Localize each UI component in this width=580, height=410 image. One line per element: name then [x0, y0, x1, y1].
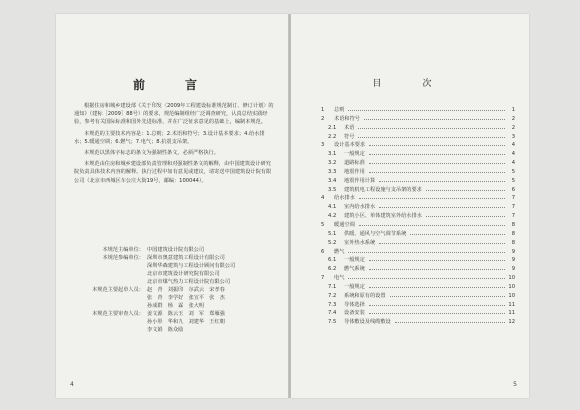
toc-entry-title: 设计基本要求 — [334, 142, 366, 149]
org-value — [147, 246, 279, 254]
org-value-line: 深圳华森建筑与工程设计顾问有限公司 — [147, 263, 236, 269]
org-label: 本规范主要起草人员： — [92, 287, 144, 293]
toc-entry-page: 10 — [508, 292, 515, 299]
org-label: 本规范主要审查人员： — [92, 311, 144, 317]
toc-entry-page: 9 — [511, 257, 515, 264]
org-value — [147, 254, 279, 286]
toc-leader-dots — [369, 145, 505, 146]
toc-entry-page: 7 — [511, 204, 515, 211]
toc-entry-page: 10 — [508, 275, 515, 282]
org-value-line: 姜文源 陈云玉 刘 军 郑雁强 — [147, 311, 225, 317]
toc-entry — [321, 194, 515, 203]
org-value — [147, 310, 279, 334]
toc-leader-dots — [395, 322, 505, 323]
toc-entry — [321, 221, 515, 230]
toc-entry-number: 7.4 — [328, 310, 337, 317]
toc-leader-dots — [426, 190, 505, 191]
org-value-line: 李文娟 陈众励 — [147, 327, 184, 333]
toc-entry-number: 7.1 — [328, 283, 337, 290]
toc-entry — [321, 124, 515, 133]
toc-entry-title: 术语 — [344, 124, 355, 131]
toc-entry — [321, 248, 515, 257]
org-value-line: 深圳市奥意建筑工程设计有限公司 — [147, 255, 225, 261]
toc-entry-title: 燃气系统 — [344, 266, 365, 273]
toc-entry-number: 2 — [321, 115, 325, 122]
toc-entry-page: 10 — [508, 283, 515, 290]
org-value-line: 中国建筑设计院有限公司 — [147, 247, 205, 253]
toc-entry-number: 7.5 — [328, 319, 337, 326]
toc-page — [291, 14, 529, 398]
toc-entry-title: 导体选择 — [344, 301, 365, 308]
toc-leader-dots — [379, 207, 505, 208]
toc-entry-number: 7.2 — [328, 292, 337, 299]
toc-entry-page: 7 — [511, 195, 515, 202]
toc-entry-number: 3.4 — [328, 177, 337, 184]
toc-entry-title: 地震作用 — [344, 168, 365, 175]
toc-entry — [321, 106, 515, 115]
toc-leader-dots — [390, 296, 505, 297]
toc-entry-title: 道路标准 — [344, 160, 365, 167]
org-label: 本规范参编单位： — [102, 255, 144, 261]
toc-leader-dots — [364, 119, 505, 120]
toc-leader-dots — [369, 269, 505, 270]
toc-entry-page: 11 — [508, 310, 515, 317]
toc-entry-number: 3.2 — [328, 160, 337, 167]
toc-entry-number: 6 — [321, 248, 325, 255]
org-row-drafters — [74, 286, 279, 310]
preface-paragraph: 本规范以黑体字标志的条文为强制性条文，必须严格执行。 — [84, 150, 219, 157]
page-number-left: 4 — [70, 381, 74, 388]
toc-leader-dots — [369, 287, 505, 288]
toc-entry — [321, 265, 515, 274]
toc-entry-title: 暖通空调 — [334, 221, 355, 228]
toc-entry-title: 地震作用计算 — [344, 177, 376, 184]
toc-entry-number: 5.2 — [328, 239, 337, 246]
toc-entry — [321, 318, 515, 327]
toc-leader-dots — [348, 252, 505, 253]
toc-entry-title: 总则 — [334, 107, 345, 113]
toc-leader-dots — [369, 313, 505, 314]
toc-entry-page: 4 — [511, 142, 515, 149]
toc-entry — [321, 177, 515, 186]
toc-entry — [321, 150, 515, 159]
toc-entry — [321, 256, 515, 265]
toc-entry-page: 4 — [511, 160, 515, 167]
organizations-list — [74, 246, 279, 334]
toc-entry — [321, 212, 515, 221]
toc-entry-number: 4.2 — [328, 213, 337, 220]
toc-entry-page: 9 — [511, 266, 515, 273]
toc-entry — [321, 239, 515, 248]
toc-entry-number: 1 — [321, 107, 325, 113]
toc-leader-dots — [359, 198, 505, 199]
toc-entry-title: 一般规定 — [344, 257, 365, 264]
toc-entry-number: 7.3 — [328, 301, 337, 308]
toc-leader-dots — [369, 163, 505, 164]
org-value-line: 孙小彤 华和九 刘建华 王红朝 — [147, 319, 225, 325]
toc-entry-title: 建筑小区、单体建筑室外给水排水 — [344, 213, 422, 220]
preface-title: 前 言 — [132, 78, 211, 92]
toc-entry-page: 4 — [511, 151, 515, 158]
toc-entry — [321, 115, 515, 124]
toc-entry — [321, 159, 515, 168]
toc-entry-title: 电气 — [334, 275, 345, 282]
preface-body — [74, 102, 274, 188]
toc-entry-page: 1 — [511, 107, 515, 113]
toc-leader-dots — [426, 216, 505, 217]
toc-entry — [321, 168, 515, 177]
toc-entry-number: 3.3 — [328, 168, 337, 175]
toc-entry — [321, 133, 515, 142]
org-value-line: 北京市煤气热力工程设计院有限公司 — [147, 279, 231, 285]
toc-entry-number: 7 — [321, 275, 325, 282]
toc-leader-dots — [358, 137, 505, 138]
toc-entry-title: 导体敷设及线缆敷设 — [344, 319, 391, 326]
toc-entry-number: 2.2 — [328, 133, 337, 140]
toc-leader-dots — [358, 128, 505, 129]
preface-paragraph: 本规范的主要技术内容是：1.总则；2.术语和符号；3.设计基本要求；4.给水排水；5.暖通空调；6.燃气；7.电气；8.抗震支吊架。 — [74, 130, 265, 145]
toc-entry-page: 6 — [511, 186, 515, 193]
toc-entry-number: 4 — [321, 195, 325, 202]
toc-entry-title: 一般规定 — [344, 283, 365, 290]
org-value-line: 赵 青 刘振印 尔武云 宋孝春 — [147, 287, 225, 293]
toc-entry — [321, 301, 515, 310]
preface-paragraph: 本规范由住房和城乡建设部负责管理和对强制性条文的解释，由中国建筑设计研究院负责具体技术内容的解释。执行过程中如有意见或建议，请寄送中国建筑设计院有限公司（北京市西城区车公庄大街19号，邮编：100044）。 — [74, 161, 272, 184]
toc-entry — [321, 203, 515, 212]
toc-entry — [321, 230, 515, 239]
org-row-chief-editor — [74, 246, 279, 254]
org-value — [147, 286, 279, 310]
preface-page — [56, 14, 288, 398]
toc-entry-number: 3 — [321, 142, 325, 149]
toc-entry-title: 一般规定 — [344, 151, 365, 158]
toc-entry-page: 3 — [511, 133, 515, 140]
toc-entry-number: 4.1 — [328, 204, 337, 211]
toc-entry-page: 11 — [508, 301, 515, 308]
toc-entry — [321, 309, 515, 318]
toc-leader-dots — [410, 234, 505, 235]
toc-leader-dots — [369, 305, 505, 306]
toc-entry-page: 2 — [511, 115, 515, 122]
toc-leader-dots — [348, 278, 505, 279]
toc-entry-title: 给水排水 — [334, 195, 355, 202]
toc-title: 目 次 — [372, 79, 448, 89]
toc-entry-title: 设备安装 — [344, 310, 365, 317]
org-label: 本规范主编单位： — [102, 247, 144, 253]
toc-entry-page: 2 — [511, 124, 515, 131]
org-value-line: 张 青 李学好 张宣平 张 杰 — [147, 295, 225, 301]
toc-leader-dots — [369, 154, 505, 155]
toc-entry-title: 术语和符号 — [334, 115, 360, 122]
toc-leader-dots — [348, 110, 505, 111]
toc-entry — [321, 186, 515, 195]
toc-entry-title: 供暖、通风与空气调节系统 — [344, 230, 407, 237]
toc-entry-title: 室内给水排水 — [344, 204, 376, 211]
toc-entry-page: 8 — [511, 239, 515, 246]
toc-entry — [321, 292, 515, 301]
toc-entry — [321, 274, 515, 283]
org-row-participants — [74, 254, 279, 286]
toc-entry-number: 5 — [321, 221, 325, 228]
toc-entry-page: 5 — [511, 168, 515, 175]
toc-leader-dots — [369, 172, 505, 173]
toc-entry-number: 6.2 — [328, 266, 337, 273]
toc-entry-number: 3.5 — [328, 186, 337, 193]
toc-entry — [321, 141, 515, 150]
toc-entry-number: 2.1 — [328, 124, 337, 131]
toc-entry-number: 6.1 — [328, 257, 337, 264]
org-value-line: 孙成群 杨 霖 张大明 — [147, 303, 205, 309]
toc-entry-page: 8 — [511, 230, 515, 237]
page-number-right: 5 — [513, 381, 517, 388]
toc-leader-dots — [359, 225, 505, 226]
toc-entry-page: 7 — [511, 213, 515, 220]
preface-paragraph: 根据住房和城乡建设部《关于印发〈2009年工程建设标准规范制订、修订计划〉的通知》（建标［2009］88号）的要求，规范编制组经广泛调查研究，认真总结实践经验，参考有关国际标准和国外先进标准，并在广泛征求意见的基础上，编制本规范。 — [74, 103, 274, 126]
toc-leader-dots — [379, 181, 505, 182]
toc-entry-page: 8 — [511, 221, 515, 228]
toc-entry-title: 室外热水系统 — [344, 239, 376, 246]
toc-leader-dots — [379, 243, 505, 244]
toc-entry-page: 5 — [511, 177, 515, 184]
toc-entry-number: 5.1 — [328, 230, 337, 237]
toc-entry-title: 系统和原有的设置 — [344, 292, 386, 299]
org-value-line: 北京市建筑设计研究院有限公司 — [147, 271, 220, 277]
toc-entry-page: 9 — [511, 248, 515, 255]
toc-entry-title: 建筑机电工程设施与支吊架的要求 — [344, 186, 422, 193]
toc-leader-dots — [369, 260, 505, 261]
org-row-reviewers — [74, 310, 279, 334]
toc-entry-title: 燃气 — [334, 248, 345, 255]
table-of-contents — [321, 106, 515, 327]
toc-entry — [321, 283, 515, 292]
toc-entry-title: 符号 — [344, 133, 355, 140]
toc-entry-page: 12 — [508, 319, 515, 326]
toc-entry-number: 3.1 — [328, 151, 337, 158]
